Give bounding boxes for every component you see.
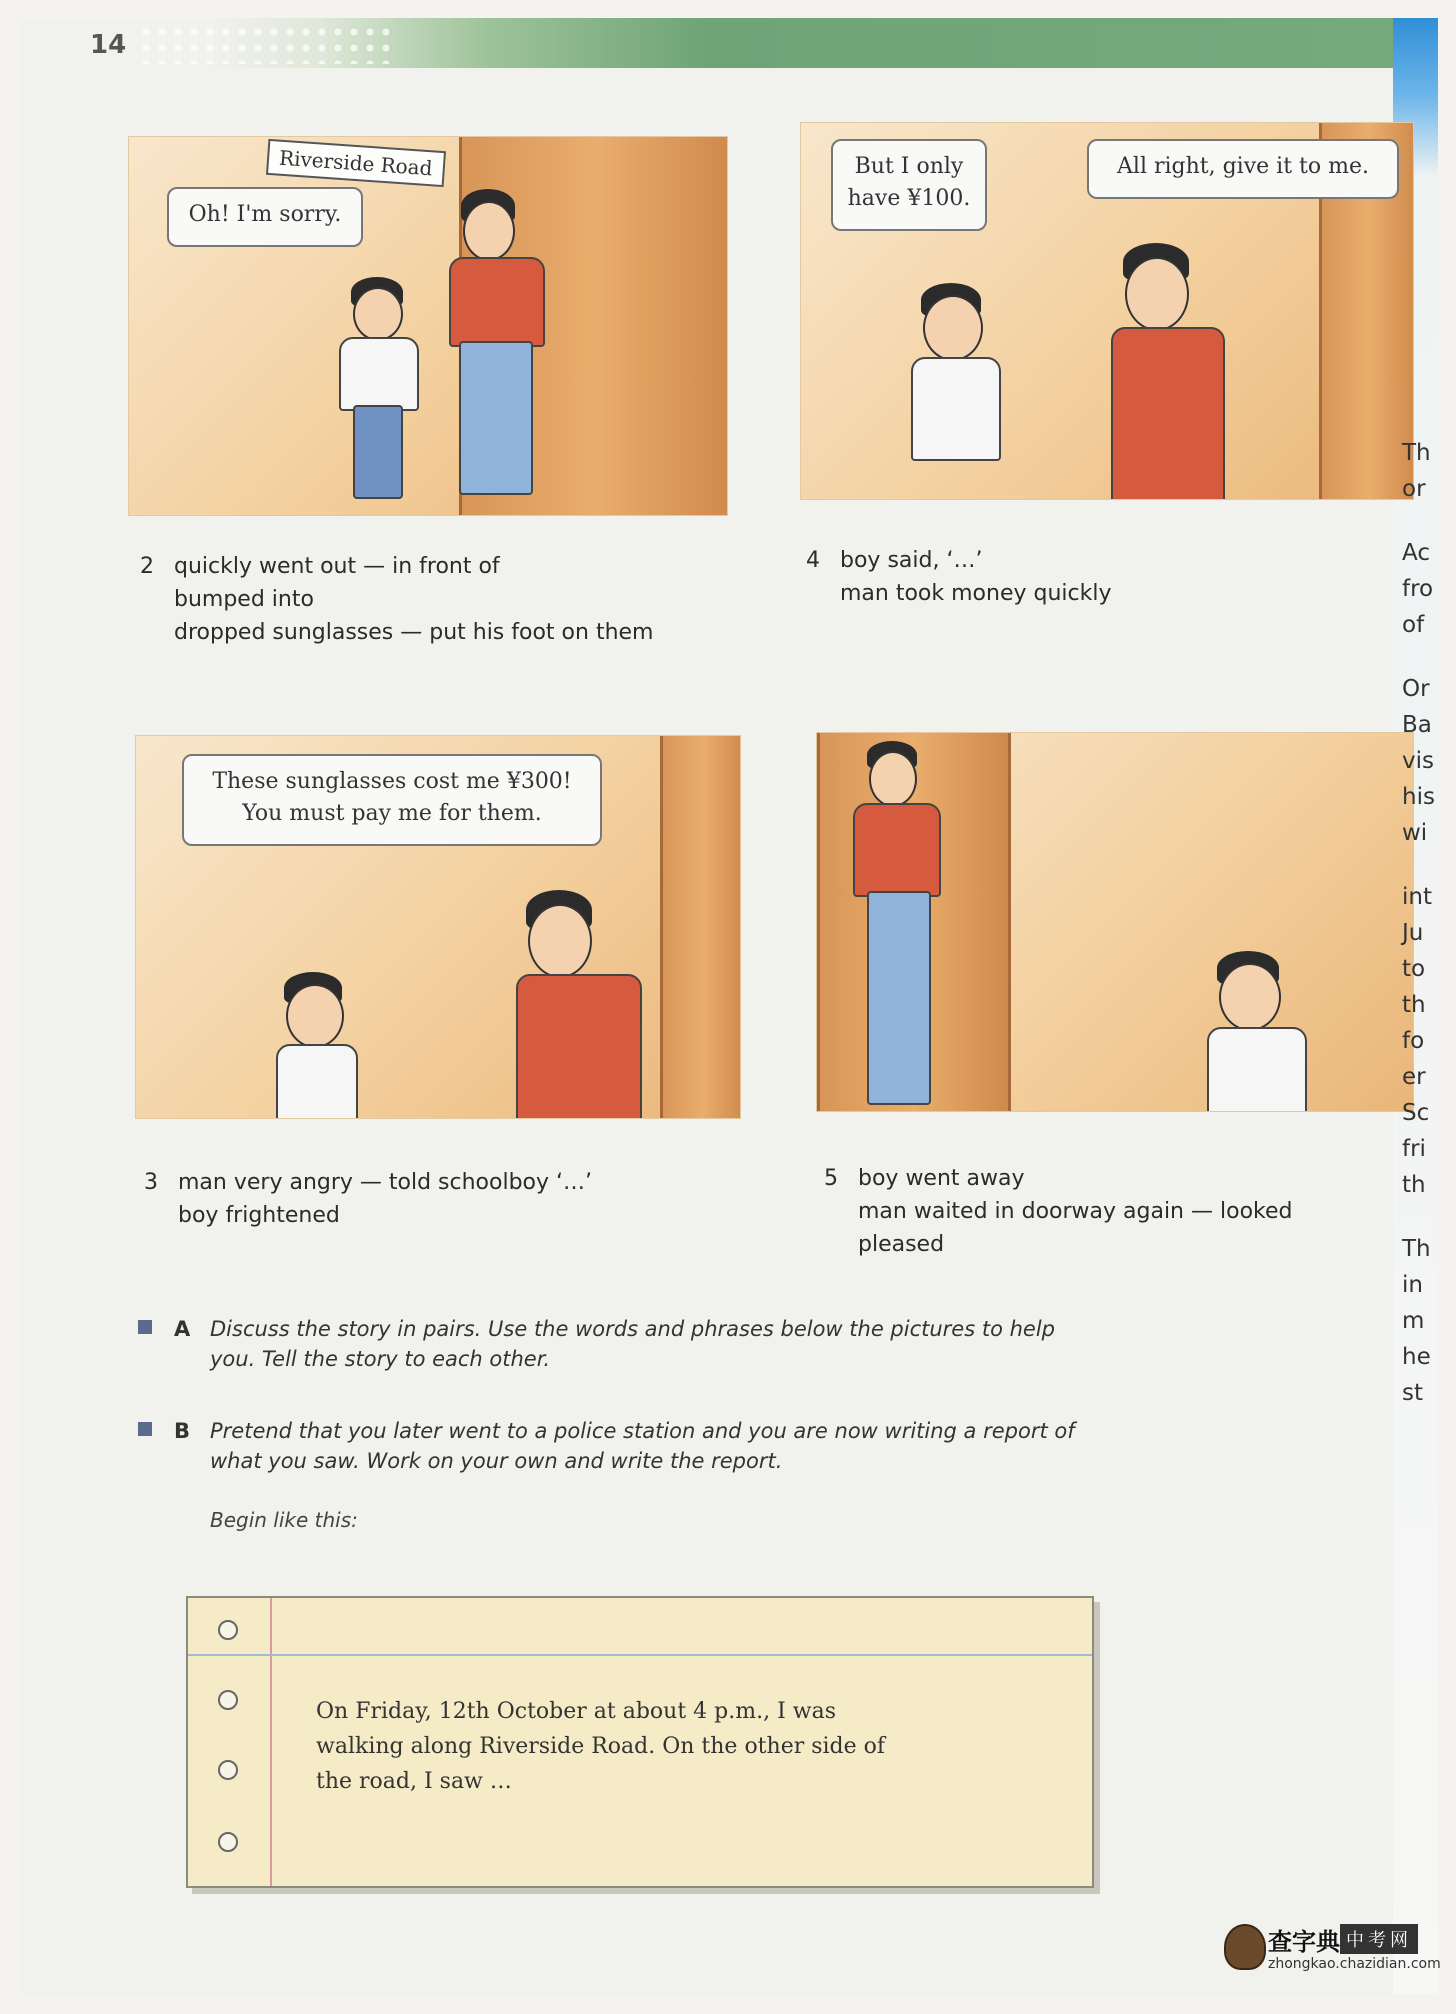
edge-letter: Ju xyxy=(1402,920,1424,946)
binder-hole-icon xyxy=(218,1690,238,1710)
caption-2: 2 quickly went out — in front of bumped into dropped sunglasses — put his foot on them xyxy=(140,554,654,645)
edge-letter: th xyxy=(1402,1172,1426,1198)
edge-letter: Th xyxy=(1402,1236,1431,1262)
edge-letter: Or xyxy=(1402,676,1430,702)
edge-letter: er xyxy=(1402,1064,1426,1090)
notepad-margin-line xyxy=(270,1598,272,1886)
speech-bubble-man: All right, give it to me. xyxy=(1087,139,1399,199)
report-notepad xyxy=(186,1596,1094,1888)
textbook-page: 14 Riverside Road Oh! I'm sorry. But I only have ¥100. All right, give it to me. These sunglasses cost me ¥300! You must pay me for them. 2 quickly went out — in front of bumped into dropped sunglasses — put his foot on them 4 boy said, ‘…’ man took money quickly 3 man very angry — told schoolboy ‘…’ boy frightened 5 boy went away man waited in doorway again — looked pleased A Discuss the story in pairs. Use the words and phrases below the pictures to help you. Tell the story to each other. B Pretend that you later went to a police station and you are now writing a report of what you saw. Work on your own and write the report. Begin like this: On Friday, 12th October at about 4 p.m., I was walking along Riverside Road. On the other side of the road, I saw … xyxy=(18,18,1438,1994)
edge-letter: Sc xyxy=(1402,1100,1430,1126)
binder-hole-icon xyxy=(218,1760,238,1780)
edge-letter: th xyxy=(1402,992,1426,1018)
edge-letter: fo xyxy=(1402,1028,1425,1054)
header-band xyxy=(18,18,1393,68)
edge-letter: Th xyxy=(1402,440,1431,466)
page-number: 14 xyxy=(90,30,127,60)
begin-instruction: Begin like this: xyxy=(210,1508,358,1532)
speech-bubble-man: These sunglasses cost me ¥300! You must pay me for them. xyxy=(182,754,602,846)
edge-letter: m xyxy=(1402,1308,1425,1334)
binder-hole-icon xyxy=(218,1832,238,1852)
edge-letter: his xyxy=(1402,784,1435,810)
edge-letter: st xyxy=(1402,1380,1424,1406)
speech-bubble-sorry: Oh! I'm sorry. xyxy=(167,187,363,247)
notepad-rule-line xyxy=(188,1654,1092,1656)
caption-4: 4 boy said, ‘…’ man took money quickly xyxy=(806,548,1112,606)
edge-letter: of xyxy=(1402,612,1425,638)
edge-letter: int xyxy=(1402,884,1432,910)
edge-letter: Ba xyxy=(1402,712,1432,738)
header-dots-decoration xyxy=(138,24,398,64)
edge-letter: fro xyxy=(1402,576,1434,602)
binder-hole-icon xyxy=(218,1620,238,1640)
picture-panel-5 xyxy=(816,732,1414,1112)
edge-letter: or xyxy=(1402,476,1426,502)
bullet-square-icon xyxy=(138,1422,152,1436)
street-sign: Riverside Road xyxy=(266,139,446,187)
edge-letter: Ac xyxy=(1402,540,1430,566)
speech-bubble-boy: But I only have ¥100. xyxy=(831,139,987,231)
picture-panel-4 xyxy=(800,122,1414,500)
caption-3: 3 man very angry — told schoolboy ‘…’ boy frightened xyxy=(144,1170,593,1228)
caption-5: 5 boy went away man waited in doorway again — looked pleased xyxy=(824,1166,1293,1257)
edge-letter: wi xyxy=(1402,820,1428,846)
picture-panel-2 xyxy=(128,136,728,516)
watermark-logo: 查字典 中考网 zhongkao.chazidian.com xyxy=(1224,1916,1434,1986)
bullet-square-icon xyxy=(138,1320,152,1334)
edge-letter: to xyxy=(1402,956,1426,982)
edge-letter: vis xyxy=(1402,748,1434,774)
report-opening-text: On Friday, 12th October at about 4 p.m., I was walking along Riverside Road. On the other side of the road, I saw … xyxy=(316,1699,886,1795)
edge-letter: in xyxy=(1402,1272,1423,1298)
edge-letter: fri xyxy=(1402,1136,1426,1162)
owl-mascot-icon xyxy=(1224,1924,1266,1970)
edge-letter: he xyxy=(1402,1344,1431,1370)
picture-panel-3 xyxy=(135,735,741,1119)
